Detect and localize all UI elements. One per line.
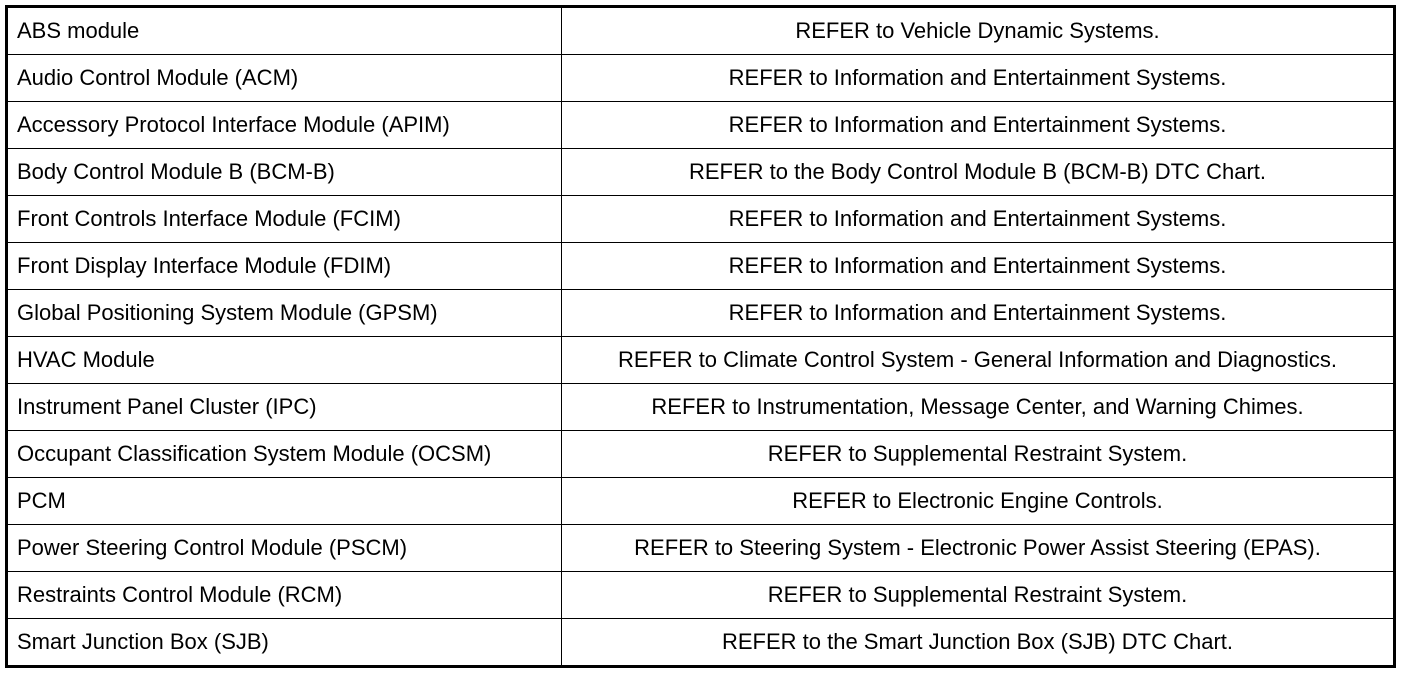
module-name-cell: HVAC Module <box>7 337 562 384</box>
table-row <box>7 102 1395 149</box>
module-name-cell: Instrument Panel Cluster (IPC) <box>7 384 562 431</box>
table-row <box>7 619 1395 667</box>
table-row <box>7 525 1395 572</box>
module-name-cell: Front Controls Interface Module (FCIM) <box>7 196 562 243</box>
table-row <box>7 290 1395 337</box>
table-row <box>7 149 1395 196</box>
table-row <box>7 196 1395 243</box>
table-row <box>7 384 1395 431</box>
table-row <box>7 337 1395 384</box>
refer-action-cell: REFER to Electronic Engine Controls. <box>562 478 1395 525</box>
refer-action-cell: REFER to Instrumentation, Message Center, and Warning Chimes. <box>562 384 1395 431</box>
module-name-cell: Smart Junction Box (SJB) <box>7 619 562 667</box>
refer-action-cell: REFER to Information and Entertainment Systems. <box>562 102 1395 149</box>
module-name-cell: PCM <box>7 478 562 525</box>
module-name-cell: ABS module <box>7 7 562 55</box>
table-row <box>7 478 1395 525</box>
refer-action-cell: REFER to Climate Control System - General Information and Diagnostics. <box>562 337 1395 384</box>
refer-action-cell: REFER to Information and Entertainment Systems. <box>562 55 1395 102</box>
refer-action-cell: REFER to Information and Entertainment Systems. <box>562 243 1395 290</box>
refer-action-cell: REFER to Steering System - Electronic Power Assist Steering (EPAS). <box>562 525 1395 572</box>
refer-action-cell: REFER to Supplemental Restraint System. <box>562 572 1395 619</box>
module-name-cell: Power Steering Control Module (PSCM) <box>7 525 562 572</box>
module-name-cell: Global Positioning System Module (GPSM) <box>7 290 562 337</box>
refer-action-cell: REFER to the Smart Junction Box (SJB) DTC Chart. <box>562 619 1395 667</box>
module-name-cell: Restraints Control Module (RCM) <box>7 572 562 619</box>
refer-action-cell: REFER to the Body Control Module B (BCM-B) DTC Chart. <box>562 149 1395 196</box>
table-row <box>7 431 1395 478</box>
module-name-cell: Front Display Interface Module (FDIM) <box>7 243 562 290</box>
refer-action-cell: REFER to Information and Entertainment Systems. <box>562 196 1395 243</box>
table-row <box>7 243 1395 290</box>
refer-action-cell: REFER to Supplemental Restraint System. <box>562 431 1395 478</box>
refer-action-cell: REFER to Information and Entertainment Systems. <box>562 290 1395 337</box>
module-name-cell: Occupant Classification System Module (OCSM) <box>7 431 562 478</box>
module-name-cell: Body Control Module B (BCM-B) <box>7 149 562 196</box>
table-row <box>7 55 1395 102</box>
module-name-cell: Audio Control Module (ACM) <box>7 55 562 102</box>
module-name-cell: Accessory Protocol Interface Module (APIM) <box>7 102 562 149</box>
table-row <box>7 572 1395 619</box>
table-row <box>7 7 1395 55</box>
table-body <box>7 7 1395 667</box>
module-reference-table <box>5 5 1396 668</box>
refer-action-cell: REFER to Vehicle Dynamic Systems. <box>562 7 1395 55</box>
